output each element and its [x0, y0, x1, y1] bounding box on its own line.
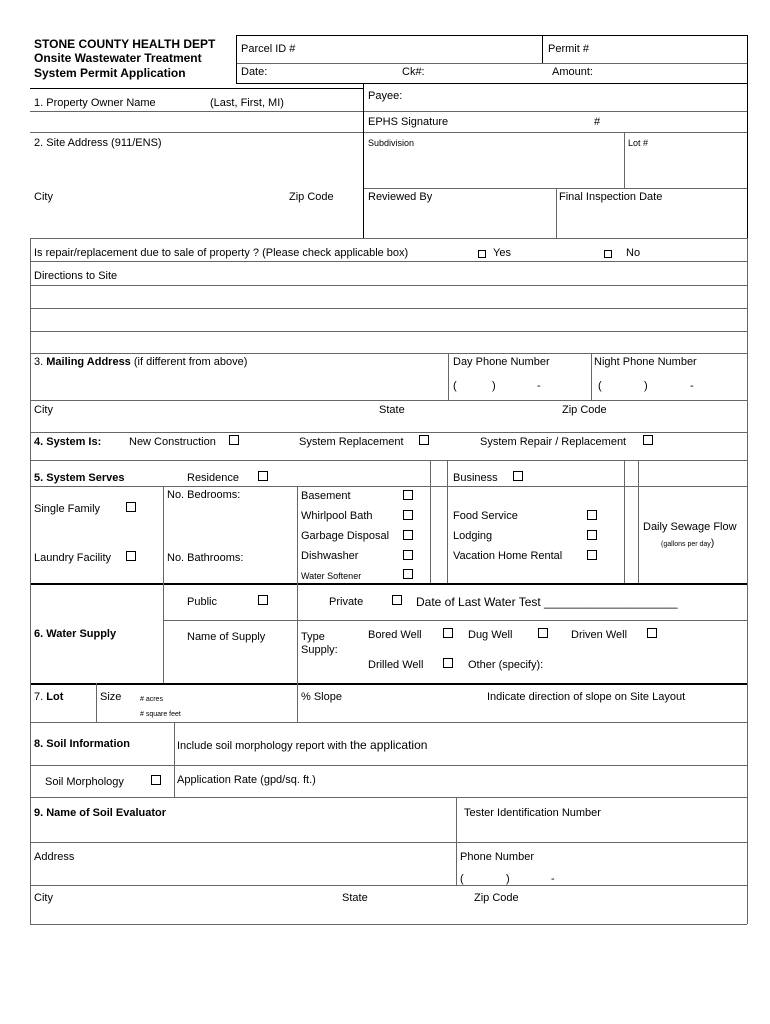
- rule: [30, 460, 31, 583]
- mailing-zip-label: Zip Code: [562, 404, 607, 416]
- residence-checkbox[interactable]: [258, 471, 268, 481]
- amount-field[interactable]: Amount:: [552, 66, 593, 78]
- single-family-checkbox[interactable]: [126, 502, 136, 512]
- type-label: Type: [301, 631, 325, 643]
- application-rate-field[interactable]: Application Rate (gpd/sq. ft.): [177, 774, 316, 786]
- rule: [30, 797, 31, 924]
- rule: [297, 486, 298, 583]
- soil-morphology-label: Soil Morphology: [45, 776, 124, 788]
- agency-name: STONE COUNTY HEALTH DEPT: [34, 37, 216, 51]
- soil-report-note: Include soil morphology report with the application: [177, 738, 428, 752]
- day-phone-dash: -: [537, 380, 541, 392]
- rule: [591, 353, 592, 400]
- rule: [30, 353, 747, 354]
- business-checkbox[interactable]: [513, 471, 523, 481]
- rule: [30, 797, 747, 798]
- night-phone-area-open: (: [598, 380, 602, 392]
- system-repair-label: System Repair / Replacement: [480, 436, 627, 448]
- reviewed-by-field[interactable]: Reviewed By: [368, 191, 433, 203]
- whirlpool-label: Whirlpool Bath: [301, 510, 373, 522]
- rule: [163, 583, 164, 683]
- soil-evaluator-label: 9. Name of Soil Evaluator: [34, 807, 167, 819]
- dug-well-checkbox[interactable]: [538, 628, 548, 638]
- vacation-rental-label: Vacation Home Rental: [453, 550, 563, 562]
- laundry-facility-checkbox[interactable]: [126, 551, 136, 561]
- evaluator-phone-area-close: ): [506, 873, 510, 885]
- driven-well-label: Driven Well: [571, 629, 628, 641]
- gallons-per-day-note: (gallons per day): [661, 538, 715, 549]
- acres-label: # acres: [140, 696, 163, 703]
- garbage-disposal-checkbox[interactable]: [403, 530, 413, 540]
- rule: [30, 353, 31, 432]
- water-softener-checkbox[interactable]: [403, 569, 413, 579]
- property-owner-input[interactable]: [31, 112, 362, 131]
- rule: [30, 722, 747, 723]
- no-label: No: [626, 247, 641, 259]
- basement-label: Basement: [301, 490, 351, 502]
- rule: [30, 261, 747, 262]
- new-construction-checkbox[interactable]: [229, 435, 239, 445]
- rule: [30, 885, 747, 886]
- mailing-state-label: State: [379, 404, 405, 416]
- slope-label: % Slope: [301, 691, 342, 703]
- rule: [747, 583, 748, 683]
- rule: [30, 331, 747, 332]
- permit-field[interactable]: Permit #: [548, 43, 589, 55]
- food-service-label: Food Service: [453, 510, 518, 522]
- rule: [747, 353, 748, 432]
- rule: [297, 683, 298, 722]
- yes-label: Yes: [493, 247, 511, 259]
- business-label: Business: [453, 472, 498, 484]
- water-supply-label: 6. Water Supply: [34, 628, 117, 640]
- rule: [30, 722, 31, 797]
- rule: [456, 797, 457, 885]
- rule: [236, 35, 747, 36]
- rule: [624, 132, 625, 188]
- last-water-test-field[interactable]: Date of Last Water Test ____________________: [416, 595, 678, 609]
- rule: [30, 583, 747, 585]
- system-replacement-label: System Replacement: [299, 436, 404, 448]
- evaluator-state-label: State: [342, 892, 368, 904]
- final-inspection-date-field[interactable]: Final Inspection Date: [559, 191, 663, 203]
- rule: [30, 432, 31, 460]
- driven-well-checkbox[interactable]: [647, 628, 657, 638]
- private-supply-checkbox[interactable]: [392, 595, 402, 605]
- size-label: Size: [100, 691, 122, 703]
- lodging-checkbox[interactable]: [587, 530, 597, 540]
- rule: [747, 432, 748, 460]
- water-softener-label: Water Softener: [301, 571, 362, 581]
- rule: [556, 188, 557, 238]
- tester-id-label: Tester Identification Number: [464, 807, 601, 819]
- payee-field[interactable]: Payee:: [368, 90, 403, 102]
- rule: [747, 238, 748, 353]
- form-title-line2: System Permit Application: [34, 66, 186, 80]
- rule: [297, 583, 298, 683]
- system-repair-checkbox[interactable]: [643, 435, 653, 445]
- public-supply-label: Public: [187, 596, 217, 608]
- check-number-field[interactable]: Ck#:: [402, 66, 425, 78]
- ephs-number-label: #: [594, 116, 601, 128]
- rule: [30, 432, 747, 433]
- new-construction-label: New Construction: [129, 436, 216, 448]
- bedrooms-label: No. Bedrooms:: [167, 489, 241, 501]
- rule: [30, 285, 747, 286]
- zip-code-label: Zip Code: [289, 191, 334, 203]
- night-phone-dash: -: [690, 380, 694, 392]
- private-supply-label: Private: [329, 596, 364, 608]
- residence-label: Residence: [187, 472, 239, 484]
- system-is-label: 4. System Is:: [34, 436, 102, 448]
- rule: [363, 83, 364, 238]
- rule: [30, 308, 747, 309]
- day-phone-label: Day Phone Number: [453, 356, 550, 368]
- evaluator-zip-label: Zip Code: [474, 892, 519, 904]
- public-supply-checkbox[interactable]: [258, 595, 268, 605]
- bored-well-label: Bored Well: [368, 629, 422, 641]
- night-phone-label: Night Phone Number: [594, 356, 697, 368]
- mailing-address-label: 3. Mailing Address (if different from above): [34, 356, 248, 368]
- lot-number-field[interactable]: Lot #: [628, 138, 649, 148]
- rule: [163, 486, 164, 583]
- lot-section-label: 7. Lot: [34, 691, 64, 703]
- rule: [30, 88, 363, 89]
- soil-information-label: 8. Soil Information: [34, 738, 130, 750]
- rule: [363, 188, 747, 189]
- evaluator-phone-label: Phone Number: [460, 851, 534, 863]
- rule: [30, 924, 747, 925]
- slope-direction-note: Indicate direction of slope on Site Layout: [487, 691, 686, 703]
- ephs-signature-field[interactable]: EPHS Signature: [368, 116, 449, 128]
- night-phone-area-close: ): [644, 380, 648, 392]
- rule: [747, 797, 748, 924]
- laundry-facility-label: Laundry Facility: [34, 552, 112, 564]
- repair-question: Is repair/replacement due to sale of property ? (Please check applicable box): [34, 247, 409, 259]
- rule: [747, 722, 748, 797]
- rule: [30, 132, 747, 133]
- rule: [30, 683, 31, 722]
- rule: [30, 238, 747, 239]
- name-of-supply-label: Name of Supply: [187, 631, 266, 643]
- system-replacement-checkbox[interactable]: [419, 435, 429, 445]
- rule: [30, 400, 747, 401]
- dug-well-label: Dug Well: [468, 629, 513, 641]
- form-title-line1: Onsite Wastewater Treatment: [34, 51, 202, 65]
- rule: [747, 460, 748, 583]
- drilled-well-checkbox[interactable]: [443, 658, 453, 668]
- property-owner-sublabel: (Last, First, MI): [210, 97, 284, 109]
- evaluator-address-label: Address: [34, 851, 75, 863]
- property-owner-label: 1. Property Owner Name: [34, 97, 156, 109]
- rule: [447, 460, 448, 583]
- rule: [174, 722, 175, 797]
- city-label: City: [34, 191, 53, 203]
- rule: [430, 460, 431, 583]
- rule: [236, 83, 747, 84]
- mailing-city-label: City: [34, 404, 53, 416]
- evaluator-phone-area-open: (: [460, 873, 464, 885]
- rule: [747, 35, 748, 238]
- rule: [30, 765, 747, 766]
- other-supply-field[interactable]: Other (specify):: [468, 659, 544, 671]
- dishwasher-checkbox[interactable]: [403, 550, 413, 560]
- vacation-rental-checkbox[interactable]: [587, 550, 597, 560]
- no-checkbox[interactable]: [604, 250, 612, 258]
- site-address-label: 2. Site Address (911/ENS): [34, 137, 162, 149]
- parcel-id-field[interactable]: Parcel ID #: [241, 43, 296, 55]
- rule: [624, 460, 625, 583]
- lodging-label: Lodging: [453, 530, 493, 542]
- evaluator-city-label: City: [34, 892, 53, 904]
- system-serves-label: 5. System Serves: [34, 472, 125, 484]
- bathrooms-label: No. Bathrooms:: [167, 552, 244, 564]
- rule: [542, 35, 543, 63]
- rule: [747, 683, 748, 722]
- drilled-well-label: Drilled Well: [368, 659, 424, 671]
- supply-label: Supply:: [301, 644, 338, 656]
- rule: [30, 460, 747, 461]
- whirlpool-checkbox[interactable]: [403, 510, 413, 520]
- rule: [30, 683, 747, 685]
- rule: [30, 486, 747, 487]
- rule: [236, 35, 237, 83]
- rule: [163, 620, 747, 621]
- yes-checkbox[interactable]: [478, 250, 486, 258]
- bored-well-checkbox[interactable]: [443, 628, 453, 638]
- food-service-checkbox[interactable]: [587, 510, 597, 520]
- basement-checkbox[interactable]: [403, 490, 413, 500]
- rule: [448, 353, 449, 400]
- soil-morphology-checkbox[interactable]: [151, 775, 161, 785]
- single-family-label: Single Family: [34, 503, 101, 515]
- date-field[interactable]: Date:: [241, 66, 268, 78]
- day-phone-area-open: (: [453, 380, 457, 392]
- rule: [30, 842, 747, 843]
- evaluator-phone-dash: -: [551, 873, 555, 885]
- rule: [30, 583, 31, 683]
- rule: [96, 683, 97, 722]
- rule: [30, 238, 31, 353]
- rule: [236, 63, 747, 64]
- dishwasher-label: Dishwasher: [301, 550, 359, 562]
- daily-sewage-flow-label: Daily Sewage Flow: [643, 521, 737, 533]
- subdivision-field[interactable]: Subdivision: [368, 138, 415, 148]
- day-phone-area-close: ): [492, 380, 496, 392]
- square-feet-label: # square feet: [140, 711, 181, 718]
- directions-label: Directions to Site: [34, 270, 118, 282]
- rule: [638, 460, 639, 583]
- garbage-disposal-label: Garbage Disposal: [301, 530, 390, 542]
